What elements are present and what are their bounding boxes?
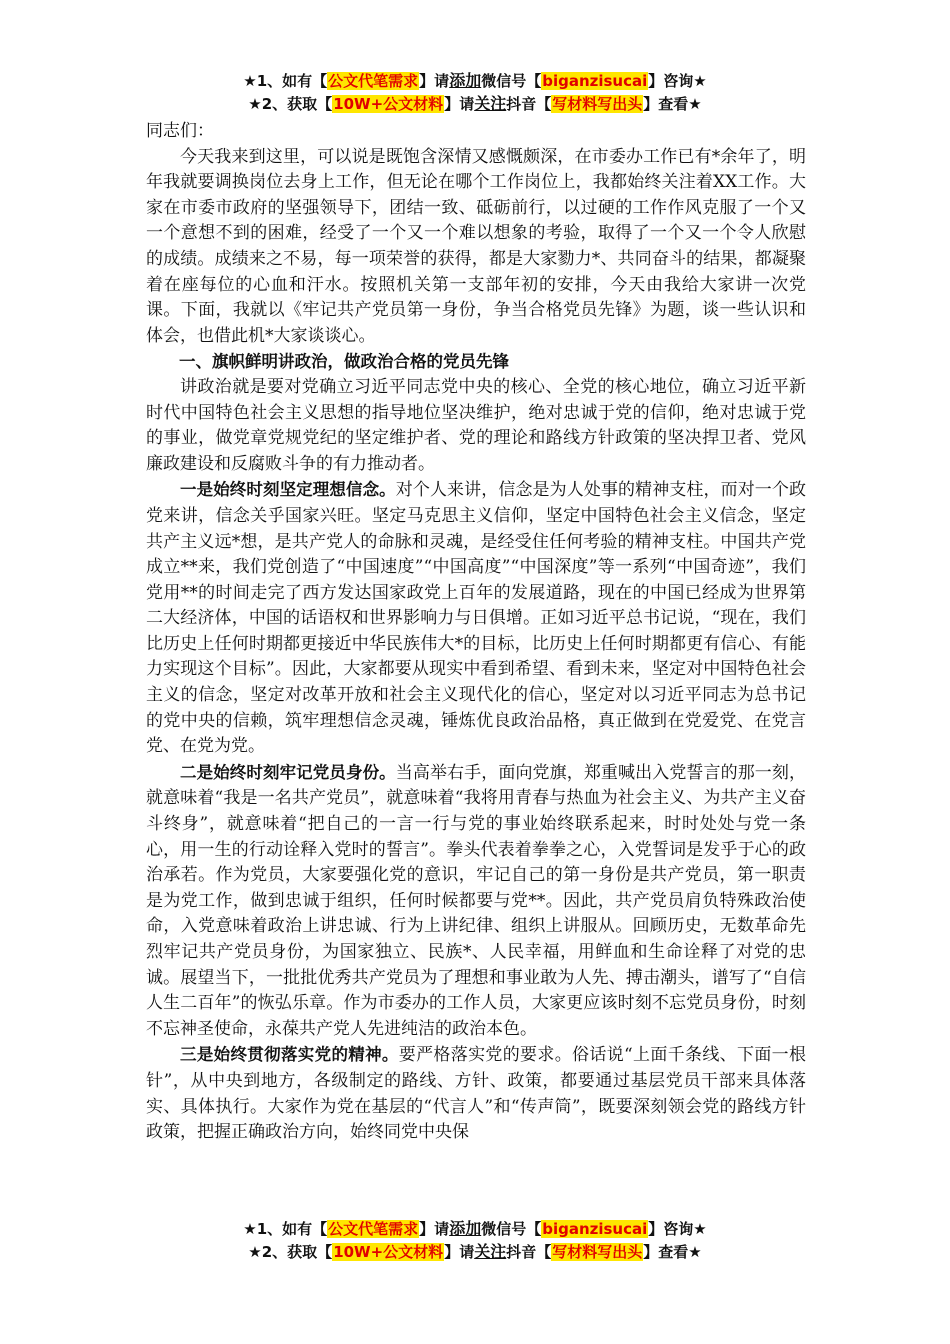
highlight-materials: 10W+公文材料 — [333, 1243, 444, 1261]
promo-text: 】请 — [444, 95, 475, 113]
highlight-wechat-id: biganzisucai — [542, 72, 648, 90]
emphasis-text: 添加 — [449, 71, 482, 90]
highlight-materials: 10W+公文材料 — [333, 95, 444, 113]
promo-text: 】请 — [444, 1243, 475, 1261]
section-heading: 一、旗帜鲜明讲政治，做政治合格的党员先锋 — [179, 352, 509, 372]
point-paragraph-3 — [146, 1042, 806, 1145]
promo-line-1 — [0, 1218, 950, 1241]
highlight-douyin-account: 写材料写出头 — [552, 95, 643, 113]
point-paragraph-2 — [146, 760, 806, 1043]
promo-text: 微信号【 — [481, 1220, 542, 1238]
highlight-service: 公文代笔需求 — [328, 1220, 419, 1238]
point-lead: 二是始终时刻牢记党员身份。 — [180, 762, 396, 782]
promo-text: 抖音【 — [506, 95, 552, 113]
point-lead: 三是始终贯彻落实党的精神。 — [180, 1045, 399, 1065]
point-lead: 一是始终时刻坚定理想信念。 — [180, 480, 396, 500]
star-icon: ★ — [243, 72, 257, 90]
highlight-wechat-id: biganzisucai — [542, 1220, 648, 1238]
highlight-service: 公文代笔需求 — [328, 72, 419, 90]
promo-text: 2、获取【 — [261, 95, 333, 113]
star-icon: ★ — [248, 95, 262, 113]
promo-text: 微信号【 — [481, 72, 542, 90]
promo-text: 抖音【 — [506, 1243, 552, 1261]
star-icon: ★ — [248, 1243, 262, 1261]
intro-paragraph: 今天我来到这里，可以说是既饱含深情又感慨颇深，在市委办工作已有*余年了，明年我就要调换岗位去身上工作，但无论在哪个工作岗位上，我都始终关注着XX工作。大家在市委市政府的坚强领导下，团结一致、砥砺前行，以过硬的工作作风克服了一个又一个意想不到的困难，经受了一个又一个难以想象的考验，取得了一个又一个令人欣慰的成绩。成绩来之不易，每一项荣誉的获得，都是大家勠力*、共同奋斗的结果，都凝聚着在座每位的心血和汗水。按照机关第一支部年初的安排，今天由我给大家讲一次党课。下面，我就以《牢记共产党员第一身份，争当合格党员先锋》为题，谈一些认识和体会，也借此机*大家谈谈心。 — [146, 146, 806, 346]
emphasis-text: 关注 — [474, 1242, 507, 1261]
promo-banner-top — [0, 70, 950, 116]
point-body: 当高举右手，面向党旗，郑重喊出入党誓言的那一刻，就意味着“我是一名共产党员”，就意味着“我将用青春与热血为社会主义、为共产主义奋斗终身”，就意味着“把自己的一言一行与党的事业始终联系起来，时时处处与党一条心，用一生的行动诠释入党时的誓言”。拳头代表着拳拳之心，入党誓词是发乎于心的政治承若。作为党员，大家要强化党的意识，牢记自己的第一身份是共产党员，第一职责是为党工作，做到忠诚于组织，任何时候都要与党**。因此，共产党员肩负特殊政治使命，入党意味着政治上讲忠诚、行为上讲纪律、组织上讲服从。回顾历史，无数革命先烈牢记共产党员身份，为国家独立、民族*、人民幸福，用鲜血和生命诠释了对党的忠诚。展望当下，一批批优秀共产党员为了理想和事业敢为人先、搏击潮头，谱写了“自信人生二百年”的恢弘乐章。作为市委办的工作人员，大家更应该时刻不忘党员身份，时刻不忘神圣使命，永葆共产党人先进纯洁的政治本色。 — [146, 762, 807, 1039]
promo-text: 2、获取【 — [261, 1243, 333, 1261]
section-paragraph: 讲政治就是要对党确立习近平同志党中央的核心、全党的核心地位，确立习近平新时代中国特色社会主义思想的指导地位坚决维护，绝对忠诚于党的信仰，绝对忠诚于党的事业，做党章党规党纪的坚定维护者、党的理论和路线方针政策的坚决捍卫者、党风廉政建设和反腐败斗争的有力推动者。 — [146, 376, 806, 474]
promo-text: 】查看★ — [643, 1243, 702, 1261]
promo-line-2 — [0, 1241, 950, 1264]
promo-text: 】咨询★ — [648, 1220, 707, 1238]
point-body: 要严格落实党的要求。俗话说“上面千条线、下面一根针”，从中央到地方，各级制定的路线、方针、政策，都要通过基层党员干部来具体落实、具体执行。大家作为党在基层的“代言人”和“传声筒”，既要深刻领会党的路线方针政策，把握正确政治方向，始终同党中央保 — [146, 1045, 806, 1143]
promo-text: 】请 — [419, 1220, 450, 1238]
promo-text: 】咨询★ — [648, 72, 707, 90]
point-paragraph-1 — [146, 477, 806, 760]
emphasis-text: 关注 — [474, 94, 507, 113]
promo-banner-bottom — [0, 1218, 950, 1264]
promo-text: 1、如有【 — [256, 1220, 328, 1238]
point-body: 对个人来讲，信念是为人处事的精神支柱，而对一个政党来讲，信念关乎国家兴旺。坚定马克思主义信仰，坚定中国特色社会主义信念，坚定共产主义远*想，是共产党人的命脉和灵魂，是经受住任何考验的精神支柱。中国共产党成立**来，我们党创造了“中国速度”“中国高度”“中国深度”等一系列“中国奇迹”，我们党用**的时间走完了西方发达国家政党上百年的发展道路，现在的中国已经成为世界第二大经济体，中国的话语权和世界影响力与日俱增。正如习近平总书记说，“现在，我们比历史上任何时期都更接近中华民族伟大*的目标，比历史上任何时期都更有信心、有能力实现这个目标”。因此，大家都要从现实中看到希望、看到未来，坚定对中国特色社会主义的信念，坚定对改革开放和社会主义现代化的信心，坚定对以习近平同志为总书记的党中央的信赖，筑牢理想信念灵魂，锤炼优良政治品格，真正做到在党爱党、在党言党、在党为党。 — [146, 480, 807, 757]
salutation: 同志们： — [146, 121, 214, 141]
promo-text: 】查看★ — [643, 95, 702, 113]
emphasis-text: 添加 — [449, 1219, 482, 1238]
promo-text: 】请 — [419, 72, 450, 90]
document-body — [146, 119, 806, 1146]
promo-line-2 — [0, 93, 950, 116]
star-icon: ★ — [243, 1220, 257, 1238]
promo-line-1 — [0, 70, 950, 93]
promo-text: 1、如有【 — [256, 72, 328, 90]
highlight-douyin-account: 写材料写出头 — [552, 1243, 643, 1261]
